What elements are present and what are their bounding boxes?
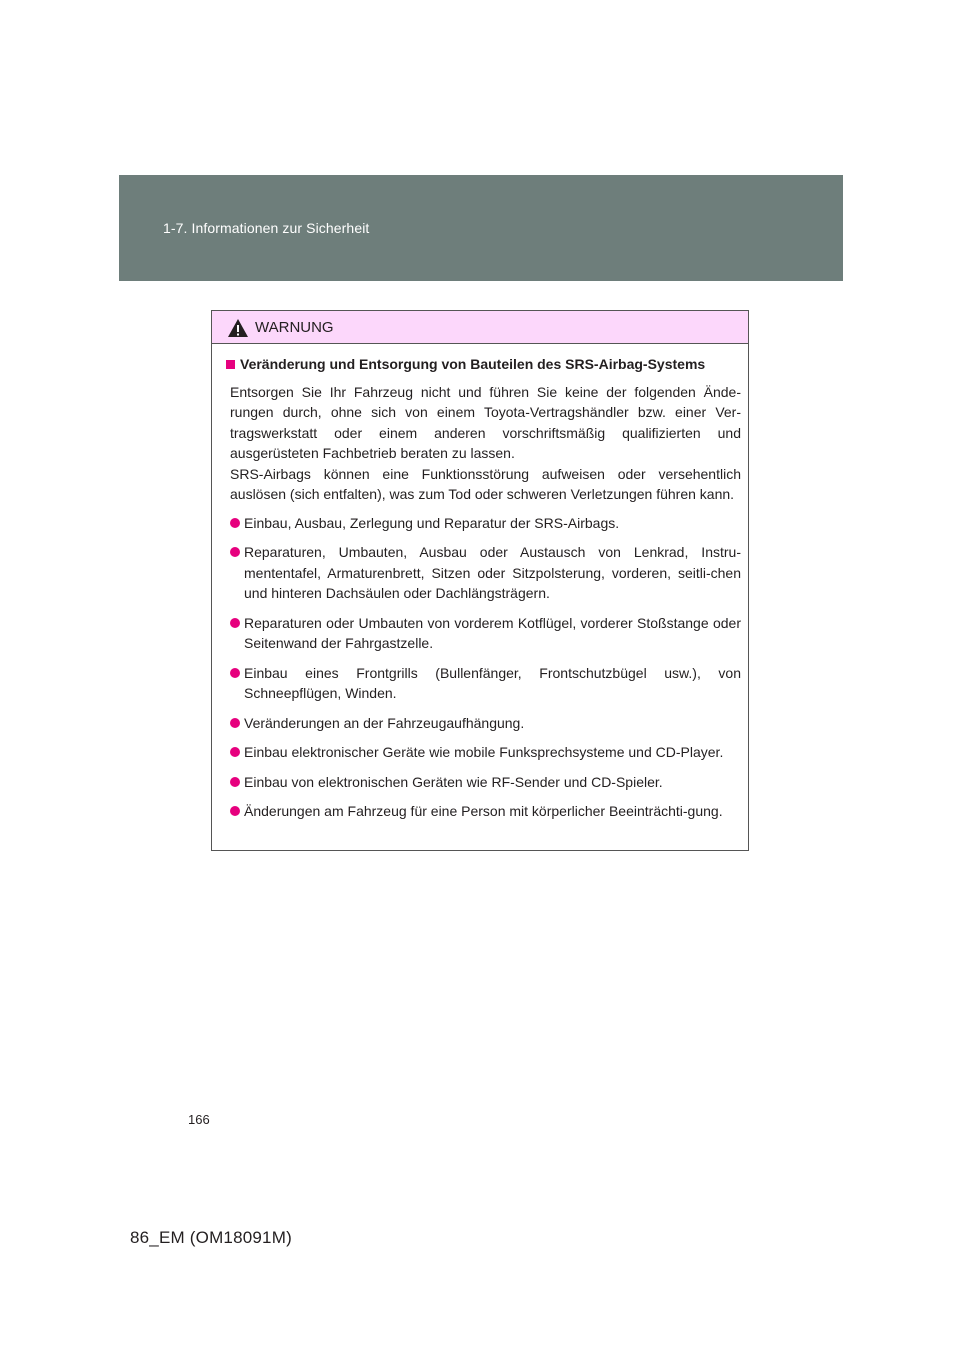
list-item-text: Einbau elektronischer Geräte wie mobile Funksprechsysteme und CD-Player.: [244, 744, 724, 760]
document-code: 86_EM (OM18091M): [130, 1228, 292, 1247]
list-item-text: Reparaturen, Umbauten, Ausbau oder Austausch von Lenkrad, Instru-mententafel, Armaturenbrett, Sitzen oder Sitzpolsterung, vorderen, seitli-chen und hinteren Dachsäulen oder Dachlängsträgern.: [244, 544, 741, 601]
page-number: 166: [188, 1112, 210, 1127]
warning-heading: Veränderung und Entsorgung von Bauteilen des SRS-Airbag-Systems: [240, 356, 706, 372]
warning-header: [212, 311, 748, 344]
list-item: [230, 663, 741, 704]
warning-list: [230, 513, 741, 822]
list-item-text: Einbau eines Frontgrills (Bullenfänger, Frontschutzbügel usw.), von Schneepflügen, Winden.: [244, 664, 741, 701]
list-item: [230, 713, 741, 734]
warning-box: [211, 310, 749, 851]
list-item: [230, 742, 741, 763]
list-item-text: Einbau von elektronischen Geräten wie RF-Sender und CD-Spieler.: [244, 773, 663, 790]
list-item-text: Reparaturen oder Umbauten von vorderem Kotflügel, vorderer Stoßstange oder Seitenwand der Fahrgastzelle.: [244, 614, 741, 651]
list-item: [230, 772, 741, 793]
round-bullet-icon: [230, 806, 240, 816]
list-item-text: Veränderungen an der Fahrzeugaufhängung.: [244, 714, 525, 731]
list-item: [230, 613, 741, 654]
list-item: [230, 513, 741, 534]
list-item: [230, 542, 741, 604]
section-title: 1-7. Informationen zur Sicherheit: [163, 220, 370, 236]
warning-label: WARNUNG: [255, 319, 334, 336]
round-bullet-icon: [230, 518, 240, 528]
round-bullet-icon: [230, 547, 240, 557]
intro-paragraph-2: SRS-Airbags können eine Funktionsstörung aufweisen oder versehentlich auslösen (sich entfalten), was zum Tod oder schweren Verletzungen führen kann.: [230, 465, 741, 502]
warning-heading-row: [226, 354, 741, 375]
round-bullet-icon: [230, 618, 240, 628]
intro-paragraph-1: Entsorgen Sie Ihr Fahrzeug nicht und führen Sie keine der folgenden Ände-rungen durch, ohne sich von einem Toyota-Vertragshändler bzw. einer Ver-tragswerkstatt oder einem anderen vorschriftsmäßig qualifizierten und ausgerüsteten Fachbetrieb beraten zu lassen.: [230, 383, 741, 461]
warning-triangle-icon: [227, 318, 249, 338]
round-bullet-icon: [230, 718, 240, 728]
warning-body: [212, 344, 748, 822]
list-item: [230, 801, 741, 822]
round-bullet-icon: [230, 668, 240, 678]
list-item-text: Änderungen am Fahrzeug für eine Person mit körperlicher Beeinträchti-gung.: [244, 803, 723, 819]
square-bullet-icon: [226, 360, 235, 369]
header-bar: [119, 175, 843, 281]
round-bullet-icon: [230, 777, 240, 787]
list-item-text: Einbau, Ausbau, Zerlegung und Reparatur der SRS-Airbags.: [244, 514, 620, 531]
round-bullet-icon: [230, 747, 240, 757]
